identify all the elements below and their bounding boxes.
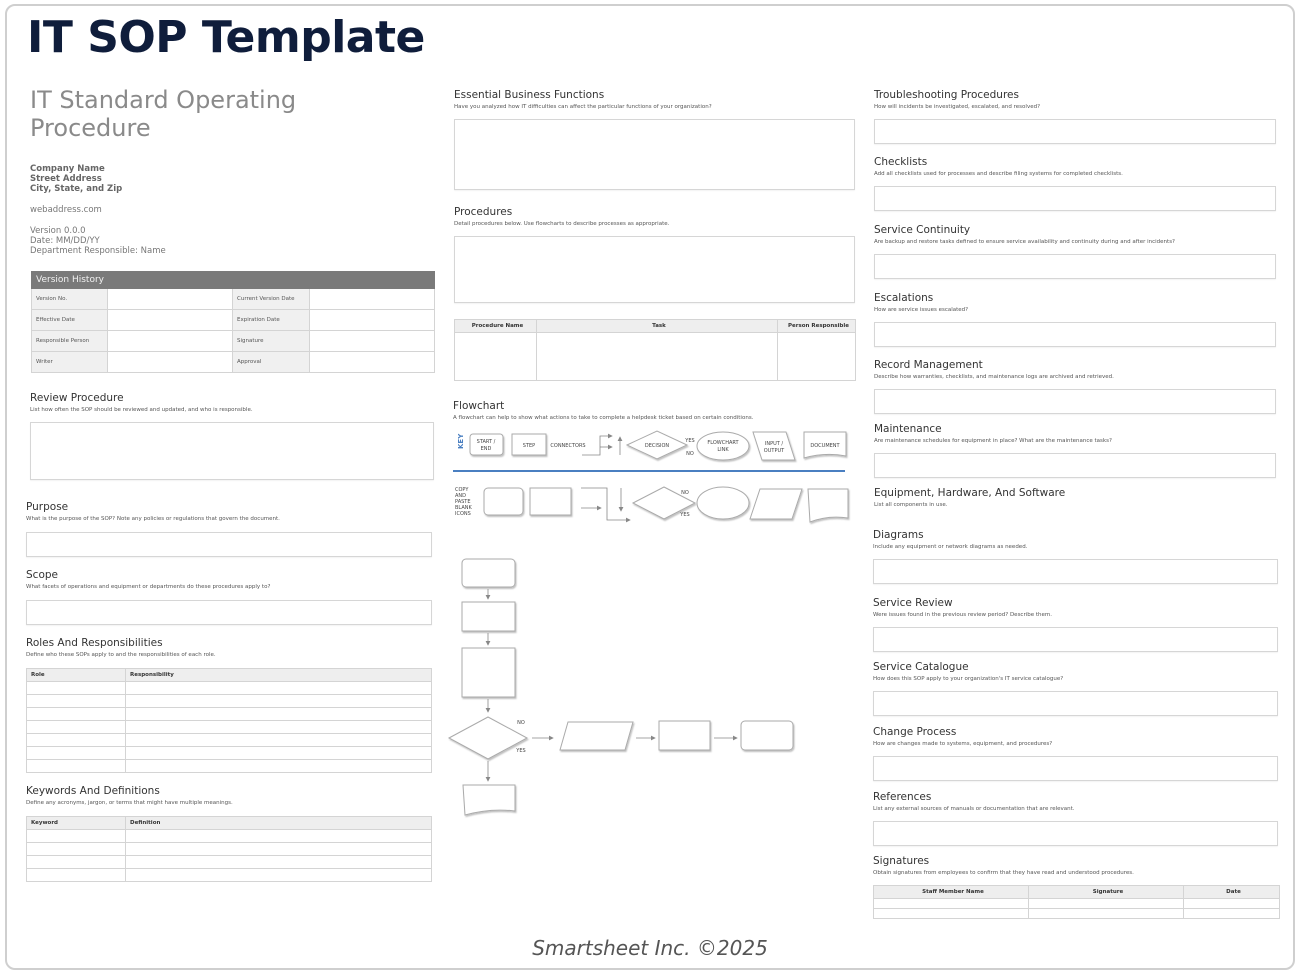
row-label: Effective Date (32, 310, 108, 331)
table-cell[interactable] (27, 830, 126, 843)
copy-instruction: BLANK (455, 505, 472, 511)
link-label: FLOWCHART (707, 440, 739, 446)
io-label: INPUT / (764, 441, 784, 447)
section-input-box[interactable] (873, 627, 1278, 652)
table-cell[interactable] (778, 333, 856, 381)
version[interactable]: Version 0.0.0 (30, 226, 86, 236)
table-row[interactable] (27, 747, 432, 760)
table-cell[interactable] (1029, 899, 1184, 909)
no-label: NO (686, 451, 694, 457)
table-row[interactable] (27, 734, 432, 747)
io-label: OUTPUT (763, 448, 785, 454)
section-input-box[interactable] (454, 119, 855, 190)
table-cell[interactable] (126, 682, 432, 695)
column-header: Signature (1029, 886, 1184, 899)
section-description: Add all checklists used for processes and describe filing systems for completed checklists. (874, 171, 1123, 177)
section-input-box[interactable] (873, 821, 1278, 846)
city-state-zip[interactable]: City, State, and Zip (30, 184, 123, 194)
version-history-table (31, 271, 435, 373)
web-address[interactable]: webaddress.com (30, 205, 102, 215)
table-cell[interactable] (126, 856, 432, 869)
table-row[interactable] (27, 708, 432, 721)
flow-step-shape[interactable] (659, 721, 710, 750)
copy-instruction: AND (455, 493, 467, 499)
section-heading: Escalations (874, 292, 934, 304)
row-label: Approval (233, 352, 310, 373)
flow-document-shape[interactable] (463, 785, 515, 815)
link-label: LINK (717, 447, 729, 453)
copy-instruction: COPY (455, 487, 469, 493)
section-description: Detail procedures below. Use flowcharts to describe processes as appropriate. (454, 221, 670, 227)
yes-label: YES (680, 512, 690, 518)
section-input-box[interactable] (874, 254, 1276, 279)
section-input-box[interactable] (873, 691, 1278, 716)
table-row[interactable] (27, 843, 432, 856)
table-cell[interactable] (126, 721, 432, 734)
section-heading: Essential Business Functions (454, 89, 605, 101)
flow-step-shape[interactable] (462, 648, 515, 697)
table-row[interactable] (27, 830, 432, 843)
blank-link-shape[interactable] (697, 487, 749, 519)
table-cell[interactable] (27, 747, 126, 760)
page-title: IT SOP Template (27, 12, 425, 63)
value-cell[interactable] (310, 352, 435, 373)
table-cell[interactable] (126, 869, 432, 882)
section-heading: Diagrams (873, 529, 924, 541)
value-cell[interactable] (310, 331, 435, 352)
section-input-box[interactable] (874, 119, 1276, 144)
section-description: Were issues found in the previous review period? Describe them. (873, 612, 1053, 618)
table-row[interactable] (27, 869, 432, 882)
table-cell[interactable] (27, 843, 126, 856)
column-header: Procedure Name (455, 320, 537, 333)
version-history-header: Version History (32, 272, 435, 289)
column-header: Person Responsible (778, 320, 856, 333)
start-end-label: START / (476, 439, 496, 445)
flow-step-shape[interactable] (462, 602, 515, 631)
column-header: Keyword (27, 817, 126, 830)
key-label: KEY (457, 433, 465, 449)
section-heading: Roles And Responsibilities (26, 637, 163, 649)
table-row[interactable] (27, 682, 432, 695)
section-description: List any external sources of manuals or documentation that are relevant. (873, 806, 1075, 812)
section-heading: Service Catalogue (873, 661, 969, 673)
section-heading: Equipment, Hardware, And Software (874, 487, 1066, 499)
section-heading: Service Continuity (874, 224, 971, 236)
date[interactable]: Date: MM/DD/YY (30, 236, 100, 246)
section-heading: References (873, 791, 932, 803)
step-label: STEP (522, 443, 536, 449)
start-end-label: END (480, 446, 492, 452)
section-input-box[interactable] (874, 453, 1276, 478)
value-cell[interactable] (310, 289, 435, 310)
flow-decision-shape[interactable] (449, 717, 527, 759)
section-table (26, 816, 432, 882)
section-description: Define any acronyms, jargon, or terms that might have multiple meanings. (26, 800, 233, 806)
flow-io-shape[interactable] (560, 722, 633, 750)
section-heading: Change Process (873, 726, 957, 738)
no-label: NO (517, 720, 525, 726)
section-input-box[interactable] (26, 600, 432, 625)
value-cell[interactable] (310, 310, 435, 331)
section-input-box[interactable] (874, 322, 1276, 347)
footer-copyright: Smartsheet Inc. ©2025 (532, 936, 768, 960)
no-label: NO (681, 490, 689, 496)
blank-start-end-shape[interactable] (484, 488, 523, 515)
copy-instruction: ICONS (455, 511, 471, 517)
yes-label: YES (685, 438, 695, 444)
section-description: A flowchart can help to show what actions to take to complete a helpdesk ticket based on certain conditions. (453, 415, 754, 421)
connectors-label: CONNECTORS (550, 443, 586, 449)
section-heading: Procedures (454, 206, 513, 218)
section-description: How are service issues escalated? (874, 307, 969, 313)
yes-label: YES (516, 748, 526, 754)
row-label: Responsible Person (32, 331, 108, 352)
table-cell[interactable] (27, 708, 126, 721)
company-name[interactable]: Company Name (30, 164, 105, 174)
section-description: Include any equipment or network diagrams as needed. (873, 544, 1028, 550)
copy-instruction: PASTE (455, 499, 471, 505)
table-row[interactable] (27, 760, 432, 773)
column-header: Role (27, 669, 126, 682)
section-input-box[interactable] (26, 532, 432, 557)
table-cell[interactable] (27, 695, 126, 708)
section-table (873, 885, 1280, 919)
table-row[interactable] (455, 333, 856, 381)
section-description: What facets of operations and equipment or departments do these procedures apply to? (26, 584, 271, 590)
section-table (454, 319, 856, 381)
section-input-box[interactable] (873, 756, 1278, 781)
section-description: Are maintenance schedules for equipment in place? What are the maintenance tasks? (874, 438, 1112, 444)
section-description: Describe how warranties, checklists, and maintenance logs are archived and retrieved. (874, 374, 1114, 380)
table-cell[interactable] (126, 760, 432, 773)
section-description: List all components in use. (874, 502, 948, 508)
section-heading: Purpose (26, 501, 69, 513)
section-description: Define who these SOPs apply to and the responsibilities of each role. (26, 652, 216, 658)
section-heading: Keywords And Definitions (26, 785, 160, 797)
street-address[interactable]: Street Address (30, 174, 102, 184)
table-cell[interactable] (1184, 909, 1280, 919)
table-row[interactable] (874, 909, 1280, 919)
section-description: Obtain signatures from employees to confirm that they have read and understood procedures. (873, 870, 1134, 876)
table-cell[interactable] (1184, 899, 1280, 909)
section-heading: Service Review (873, 597, 953, 609)
value-cell[interactable] (108, 331, 233, 352)
section-heading: Maintenance (874, 423, 942, 435)
section-table (26, 668, 432, 773)
section-description: How are changes made to systems, equipment, and procedures? (873, 741, 1053, 747)
section-description: Have you analyzed how IT difficulties can affect the particular functions of your organization? (454, 104, 712, 110)
column-header: Responsibility (126, 669, 432, 682)
blank-io-shape[interactable] (750, 489, 802, 519)
table-cell[interactable] (874, 909, 1029, 919)
row-label: Current Version Date (233, 289, 310, 310)
section-description: How does this SOP apply to your organization's IT service catalogue? (873, 676, 1064, 682)
table-cell[interactable] (126, 843, 432, 856)
row-label: Version No. (32, 289, 108, 310)
value-cell[interactable] (108, 352, 233, 373)
table-cell[interactable] (537, 333, 778, 381)
document-label: DOCUMENT (810, 443, 840, 449)
table-cell[interactable] (27, 734, 126, 747)
flow-start-shape[interactable] (462, 559, 515, 587)
section-input-box[interactable] (873, 559, 1278, 584)
table-row[interactable] (874, 899, 1280, 909)
table-cell[interactable] (27, 682, 126, 695)
table-cell[interactable] (455, 333, 537, 381)
column-header: Task (537, 320, 778, 333)
section-heading: Signatures (873, 855, 930, 867)
table-cell[interactable] (1029, 909, 1184, 919)
table-cell[interactable] (126, 708, 432, 721)
table-cell[interactable] (27, 856, 126, 869)
department-responsible[interactable]: Department Responsible: Name (30, 246, 166, 256)
flowchart-diagram (445, 420, 860, 820)
section-input-box[interactable] (454, 236, 855, 303)
table-row[interactable] (27, 695, 432, 708)
section-heading: Review Procedure (30, 392, 124, 404)
table-cell[interactable] (126, 695, 432, 708)
document-subtitle: IT Standard Operating Procedure (30, 86, 297, 142)
table-cell[interactable] (126, 734, 432, 747)
table-row[interactable] (27, 856, 432, 869)
table-cell[interactable] (27, 760, 126, 773)
value-cell[interactable] (108, 310, 233, 331)
section-heading: Scope (26, 569, 58, 581)
blank-step-shape[interactable] (530, 488, 571, 515)
section-description: List how often the SOP should be reviewed and updated, and who is responsible. (30, 407, 253, 413)
section-input-box[interactable] (874, 186, 1276, 211)
column-header: Staff Member Name (874, 886, 1029, 899)
value-cell[interactable] (108, 289, 233, 310)
section-description: Are backup and restore tasks defined to ensure service availability and continuity during and after incidents? (874, 239, 1175, 245)
table-row[interactable] (27, 721, 432, 734)
decision-label: DECISION (644, 443, 670, 449)
row-label: Writer (32, 352, 108, 373)
row-label: Expiration Date (233, 310, 310, 331)
section-heading: Record Management (874, 359, 983, 371)
table-cell[interactable] (27, 869, 126, 882)
section-heading: Checklists (874, 156, 928, 168)
section-heading: Flowchart (453, 400, 505, 412)
link-key-shape (697, 432, 749, 460)
section-description: How will incidents be investigated, escalated, and resolved? (874, 104, 1040, 110)
section-input-box[interactable] (874, 389, 1276, 414)
flow-end-shape[interactable] (741, 721, 793, 750)
row-label: Signature (233, 331, 310, 352)
column-header: Date (1184, 886, 1280, 899)
table-cell[interactable] (126, 830, 432, 843)
section-description: What is the purpose of the SOP? Note any policies or regulations that govern the document. (26, 516, 280, 522)
blank-document-shape[interactable] (808, 489, 848, 522)
column-header: Definition (126, 817, 432, 830)
section-input-box[interactable] (30, 422, 434, 480)
table-cell[interactable] (874, 899, 1029, 909)
table-cell[interactable] (27, 721, 126, 734)
section-heading: Troubleshooting Procedures (874, 89, 1019, 101)
table-cell[interactable] (126, 747, 432, 760)
